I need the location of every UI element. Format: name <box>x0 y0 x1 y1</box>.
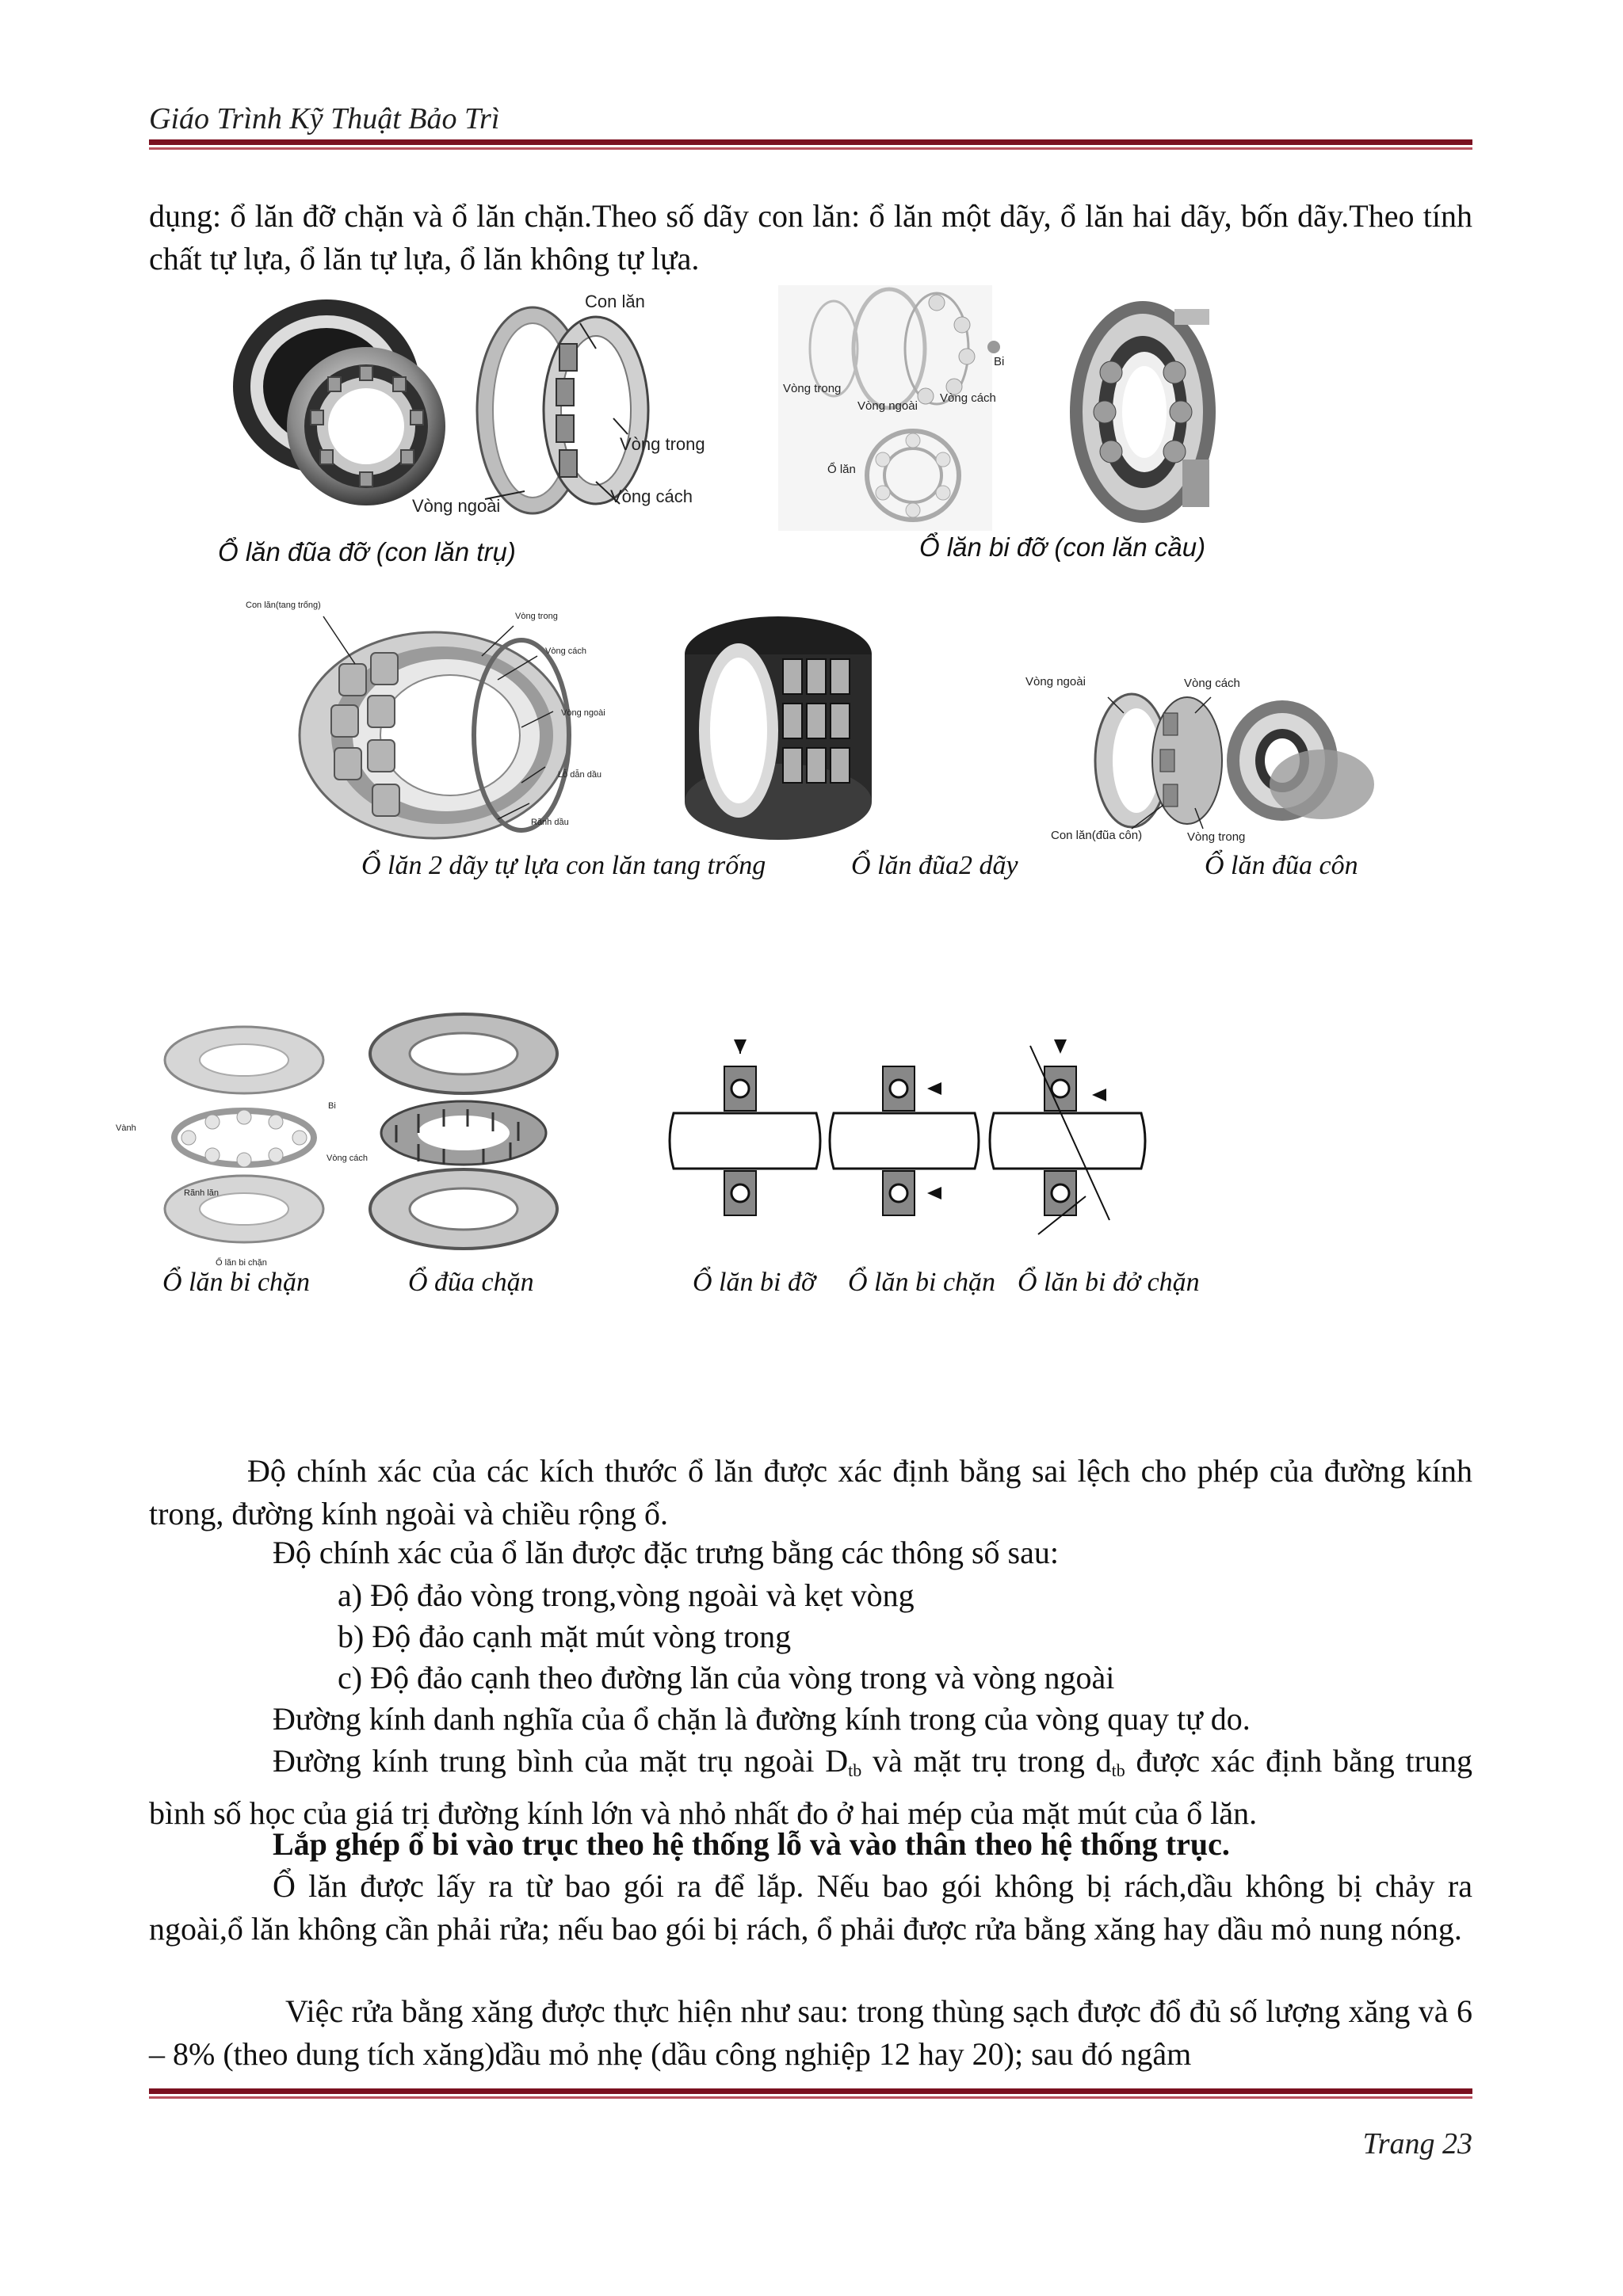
label-bi-thrust: Bi <box>328 1101 336 1111</box>
thrust-roller-bearing-figure <box>357 1006 571 1260</box>
label-vong-ngoai-taper: Vòng ngoài <box>1025 675 1086 688</box>
label-vong-cach-sph: Vòng cách <box>545 646 586 656</box>
list-item-b: b) Độ đảo cạnh mặt mút vòng trong <box>338 1619 792 1654</box>
label-ranh-dau: Rãnh dầu <box>531 818 569 827</box>
caption-ball: Ổ lăn bi đỡ (con lăn cầu) <box>919 532 1206 562</box>
label-vong-ngoai-sph: Vòng ngoài <box>561 708 605 718</box>
intro-paragraph: dụng: ổ lăn đỡ chặn và ổ lăn chặn.Theo số dãy con lăn: ổ lăn một dãy, ổ lăn hai dãy, bốn dãy.Theo tính chất tự lựa, ổ lăn tự lựa, ổ lăn không tự lựa. <box>149 198 1472 277</box>
label-con-lan-taper: Con lăn(đũa côn) <box>1051 829 1143 842</box>
label-vong-cach: Vòng cách <box>610 486 693 506</box>
spherical-roller-bearing-figure <box>284 608 640 846</box>
label-vong-trong-ball: Vòng trong <box>783 382 842 395</box>
paragraph-accuracy-params: Độ chính xác của ổ lăn được đặc trưng bằng các thông số sau: <box>273 1535 1059 1570</box>
caption-tapered: Ổ lăn đũa côn <box>1205 851 1358 880</box>
paragraph-mean-diameter: Đường kính trung bình của mặt trụ ngoài $D_{tb}$ và mặt trụ trong $d_{tb}$ được xác định bằng trung bình số học của giá trị đường kính lớn và nhỏ nhất đo ở hai mép của mặt mút của ổ lăn. <box>149 1743 1472 1831</box>
double-row-roller-bearing-figure <box>683 612 873 846</box>
label-ranh-lan: Rãnh lăn <box>184 1188 220 1198</box>
label-vong-cach-taper: Vòng cách <box>1184 677 1240 690</box>
caption-schematic-3: Ổ lăn bi đở chặn <box>1018 1268 1200 1297</box>
list-item-a: a) Độ đảo vòng trong,vòng ngoài và kẹt vòng <box>338 1577 915 1613</box>
paragraph-unpacking: Ổ lăn được lấy ra từ bao gói ra để lắp. Nếu bao gói không bị rách,dầu không bị chảy ra ngoài,ổ lăn không cần phải rửa; nếu bao gói bị rách, ổ phải được rửa bằng xăng hay dầu mỏ nung nóng. <box>149 1868 1472 1947</box>
caption-thrust-roller: Ổ đũa chặn <box>408 1268 534 1297</box>
label-bi: Bi <box>994 355 1005 368</box>
label-vanh: Vành <box>116 1123 136 1133</box>
section-heading: Lắp ghép ổ bi vào trục theo hệ thống lỗ và vào thân theo hệ thống trục. <box>273 1826 1230 1862</box>
paragraph-accuracy: Độ chính xác của các kích thước ổ lăn được xác định bằng sai lệch cho phép của đường kính trong, đường kính ngoài và chiều rộng ổ. <box>149 1453 1472 1531</box>
caption-spherical: Ổ lăn 2 dãy tự lựa con lăn tang trống <box>361 851 766 880</box>
label-vong-cach-ball: Vòng cách <box>940 391 996 405</box>
label-o-lan-bi-chan-fig: Ổ lăn bi chặn <box>216 1258 267 1268</box>
thrust-ball-bearing-figure <box>149 1019 339 1257</box>
header-title: Giáo Trình Kỹ Thuật Bảo Trì <box>149 102 500 135</box>
paragraph-nominal-diameter: Đường kính danh nghĩa của ổ chặn là đường kính trong của vòng quay tự do. <box>273 1701 1251 1737</box>
tapered-roller-bearing-figure <box>1044 681 1377 840</box>
list-item-c: c) Độ đảo cạnh theo đường lăn của vòng trong và vòng ngoài <box>338 1660 1115 1695</box>
label-con-lan: Con lăn <box>585 292 645 311</box>
bearing-schematic-figure <box>666 1038 1157 1260</box>
header-rule <box>149 139 1472 150</box>
page-number: Trang 23 <box>1362 2127 1472 2161</box>
label-vong-trong-taper: Vòng trong <box>1187 830 1246 844</box>
label-lo-dan-dau: Lỗ dẫn dầu <box>558 770 602 780</box>
label-con-lan-tang-trong: Con lăn(tang trống) <box>246 601 321 610</box>
label-vong-ngoai-ball: Vòng ngoài <box>857 399 918 413</box>
label-vong-cach-thrust: Vòng cách <box>327 1154 368 1163</box>
label-vong-trong: Vòng trong <box>620 434 705 454</box>
ball-bearing-figure <box>778 285 1222 531</box>
caption-thrust-ball: Ổ lăn bi chặn <box>162 1268 311 1297</box>
label-vong-ngoai: Vòng ngoài <box>412 496 501 516</box>
footer-rule <box>149 2088 1472 2099</box>
caption-schematic-1: Ổ lăn bi đỡ <box>693 1268 816 1297</box>
label-o-lan-ball: Ổ lăn <box>827 463 856 476</box>
caption-cylindrical: Ổ lăn đũa đỡ (con lăn trụ) <box>218 537 516 566</box>
caption-double-row: Ổ lăn đũa2 dãy <box>851 851 1018 880</box>
paragraph-washing: Việc rửa bằng xăng được thực hiện như sau: trong thùng sạch được đổ đủ số lượng xăng và 6 – 8% (theo dung tích xăng)dầu mỏ nhẹ (dầu công nghiệp 12 hay 20); sau đó ngâm <box>149 1993 1472 2072</box>
label-vong-trong-sph: Vòng trong <box>515 612 558 621</box>
caption-schematic-2: Ổ lăn bi chặn <box>848 1268 996 1297</box>
